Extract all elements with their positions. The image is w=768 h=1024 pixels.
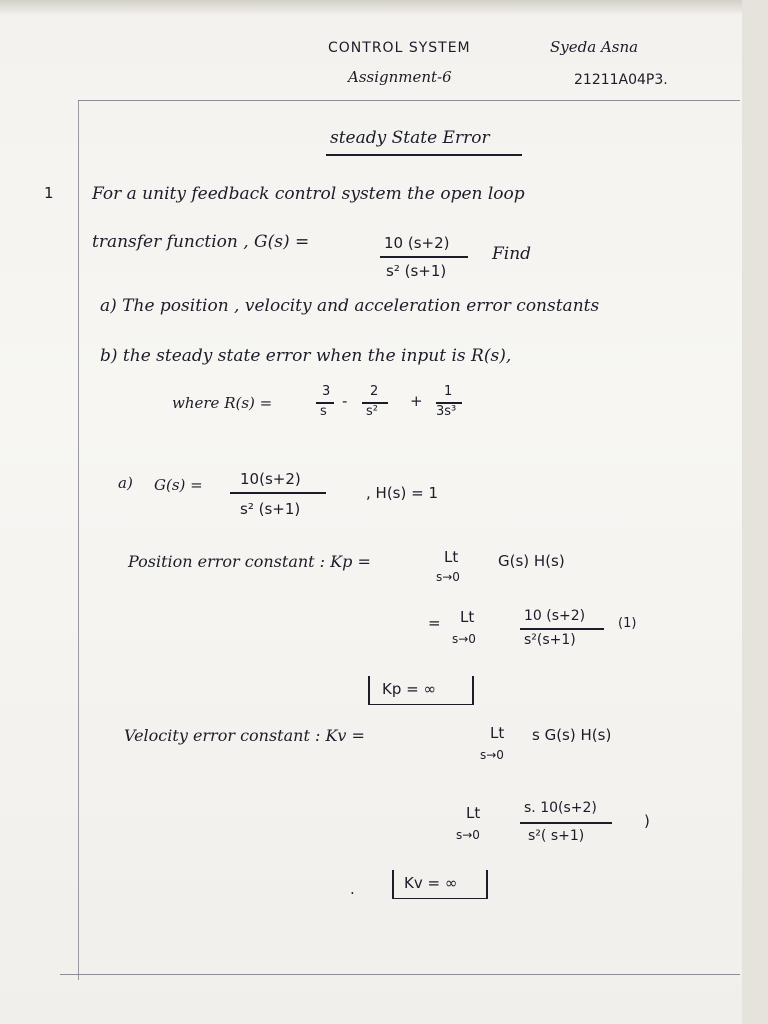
kv-tail: ) bbox=[644, 812, 650, 830]
roll-number: 21211A04P3. bbox=[574, 72, 668, 88]
question-line-1: For a unity feedback control system the open loop bbox=[92, 184, 525, 204]
kv-fraction-bar bbox=[520, 822, 612, 824]
r-term1-den: s bbox=[320, 404, 327, 419]
question-line-2: transfer function , G(s) = bbox=[92, 232, 310, 252]
page-edge-right bbox=[742, 0, 768, 1024]
tf-denominator: s² (s+1) bbox=[386, 262, 447, 280]
kp-denominator: s²(s+1) bbox=[524, 632, 576, 648]
kv-expression: s G(s) H(s) bbox=[532, 726, 612, 744]
kv-limit: s→0 bbox=[480, 748, 504, 762]
kv-lt: Lt bbox=[490, 724, 505, 742]
g-denominator: s² (s+1) bbox=[240, 500, 301, 518]
find-label: Find bbox=[492, 244, 532, 264]
part-a-text: a) The position , velocity and acceleration error constants bbox=[100, 296, 600, 316]
tf-fraction-bar bbox=[380, 256, 468, 258]
r-term3-den: 3s³ bbox=[436, 404, 457, 419]
h-value: , H(s) = 1 bbox=[366, 484, 438, 502]
margin-rule bbox=[78, 100, 79, 980]
student-name: Syeda Asna bbox=[550, 38, 639, 56]
kp-numerator: 10 (s+2) bbox=[524, 608, 586, 624]
header-rule bbox=[78, 100, 740, 101]
r-term2-den: s² bbox=[366, 404, 378, 419]
part-b-text: b) the steady state error when the input is R(s), bbox=[100, 346, 512, 366]
stray-dot: . bbox=[350, 880, 355, 898]
assignment-label: Assignment-6 bbox=[348, 68, 452, 86]
kp-lt-2: Lt bbox=[460, 608, 475, 626]
g-numerator: 10(s+2) bbox=[240, 470, 301, 488]
r-term2-num: 2 bbox=[370, 384, 379, 399]
kp-label: Position error constant : Kp = bbox=[128, 552, 371, 571]
kp-expression: G(s) H(s) bbox=[498, 552, 565, 570]
kv-limit-2: s→0 bbox=[456, 828, 480, 842]
r-term3-num: 1 bbox=[444, 384, 453, 399]
kp-result: Kp = ∞ bbox=[382, 680, 436, 698]
page-title: steady State Error bbox=[330, 128, 490, 148]
r-term1-num: 3 bbox=[322, 384, 331, 399]
tf-numerator: 10 (s+2) bbox=[384, 234, 450, 252]
solution-a-label: a) bbox=[118, 474, 133, 492]
page-shadow-top bbox=[0, 0, 768, 14]
kp-limit: s→0 bbox=[436, 570, 460, 584]
g-lhs: G(s) = bbox=[154, 476, 203, 494]
kv-label: Velocity error constant : Kv = bbox=[124, 726, 365, 745]
kp-times-one: (1) bbox=[618, 616, 637, 631]
where-label: where R(s) = bbox=[172, 394, 273, 412]
g-fraction-bar bbox=[230, 492, 326, 494]
kp-lt: Lt bbox=[444, 548, 459, 566]
kv-denominator: s²( s+1) bbox=[528, 828, 585, 844]
course-title: CONTROL SYSTEM bbox=[328, 40, 471, 56]
kp-limit-2: s→0 bbox=[452, 632, 476, 646]
r-minus: - bbox=[342, 392, 348, 410]
kv-lt-2: Lt bbox=[466, 804, 481, 822]
kp-equals: = bbox=[428, 614, 441, 632]
title-underline bbox=[326, 154, 522, 156]
kp-fraction-bar bbox=[520, 628, 604, 630]
kv-numerator: s. 10(s+2) bbox=[524, 800, 597, 816]
r-plus: + bbox=[410, 392, 423, 410]
kv-result: Kv = ∞ bbox=[404, 874, 458, 892]
question-number: 1 bbox=[44, 184, 54, 202]
footer-rule bbox=[60, 974, 740, 975]
